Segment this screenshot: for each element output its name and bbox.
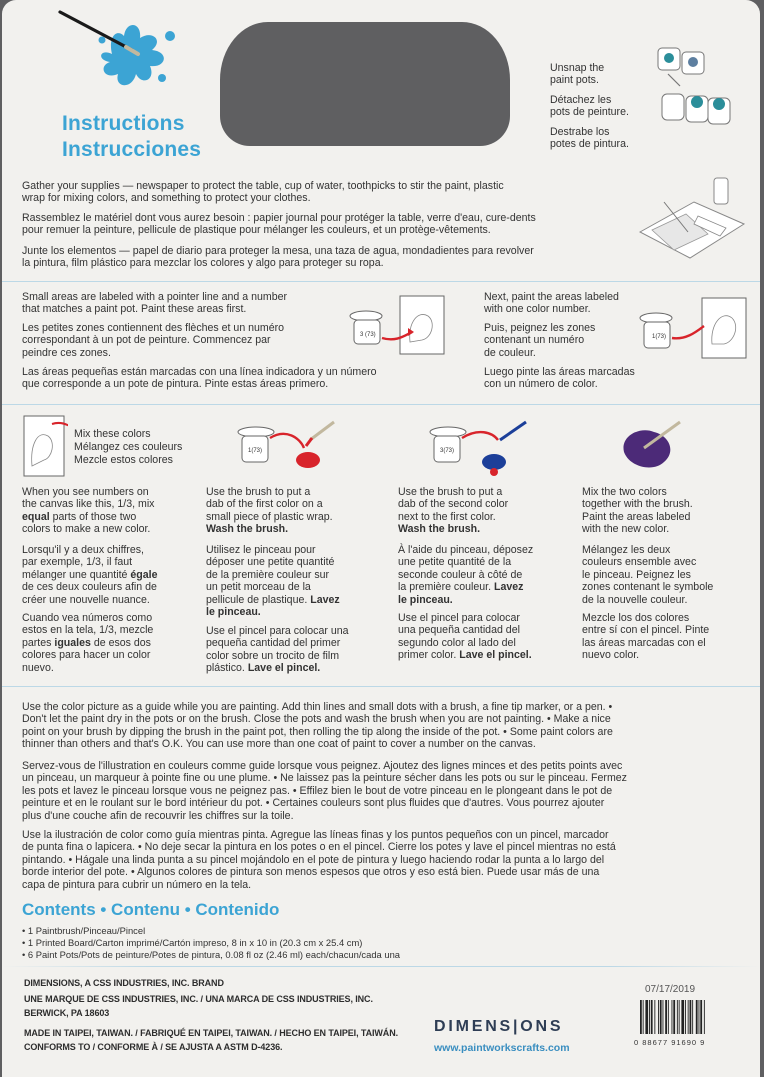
corp-line-4: MADE IN TAIPEI, TAIWAN. / FABRIQUÉ EN TAIPEI, TAIWAN. / HECHO EN TAIPEI, TAIWÁN. bbox=[24, 1028, 399, 1038]
upc-number: 0 88677 91690 9 bbox=[634, 1038, 706, 1047]
unsnap-spanish: Destrabe los potes de pintura. bbox=[550, 126, 629, 151]
step2-spanish: Use el pincel para colocar una pequeña cantidad del primer color sobre un trocito de film plástico. Lave el pincel. bbox=[206, 625, 349, 675]
heading-english: Instructions bbox=[62, 112, 185, 135]
supplies-icon bbox=[634, 172, 752, 268]
unsnap-french: Détachez les pots de peinture. bbox=[550, 94, 629, 119]
divider-3 bbox=[2, 686, 760, 687]
next-areas-french: Puis, peignez les zones contenant un numéro de couleur. bbox=[484, 322, 596, 359]
paint-splat-icon bbox=[52, 6, 202, 102]
color-number-icon bbox=[632, 296, 752, 364]
hang-hole bbox=[220, 22, 510, 146]
corp-line-3: BERWICK, PA 18603 bbox=[24, 1008, 110, 1018]
step4-spanish: Mezcle los dos colores entre sí con el pincel. Pinte las áreas marcadas con el nuevo color. bbox=[582, 612, 710, 662]
small-areas-english: Small areas are labeled with a pointer line and a number that matches a paint pot. Paint these areas first. bbox=[22, 291, 287, 316]
svg-text:1(73): 1(73) bbox=[652, 334, 667, 340]
step1-spanish: Cuando vea números como estos en la tela, 1/3, mezcle partes iguales de esos dos colores para hacer un color nuevo. bbox=[22, 612, 154, 674]
step3-spanish: Use el pincel para colocar una pequeña cantidad del segundo color al lado del primer color. Lave el pincel. bbox=[398, 612, 532, 662]
divider-4 bbox=[2, 966, 760, 967]
mix-label-english: Mix these colors bbox=[74, 428, 151, 440]
small-areas-french: Les petites zones contiennent des flèches et un numéro correspondant à un pot de peinture. Commencez par peindre ces zones. bbox=[22, 322, 285, 359]
mixed-color-icon bbox=[614, 418, 684, 476]
mix-label-french: Mélangez ces couleurs bbox=[74, 441, 183, 453]
svg-text:1(73): 1(73) bbox=[248, 448, 263, 454]
gather-english: Gather your supplies — newspaper to protect the table, cup of water, toothpicks to stir the paint, plastic wrap for mixing colors, and something to protect your clothes. bbox=[22, 180, 504, 205]
divider-2 bbox=[2, 404, 760, 405]
heading-spanish: Instrucciones bbox=[62, 138, 202, 161]
pot-number-label: 3 (73) bbox=[360, 332, 376, 338]
barcode-icon bbox=[638, 1000, 734, 1038]
svg-text:3(73): 3(73) bbox=[440, 448, 455, 454]
corp-line-2: UNE MARQUE DE CSS INDUSTRIES, INC. / UNA MARCA DE CSS INDUSTRIES, INC. bbox=[24, 994, 373, 1004]
step3-french: À l'aide du pinceau, déposez une petite quantité de la seconde couleur à côté de la première couleur. Lavez le pinceau. bbox=[398, 544, 534, 606]
contents-item-1: • 1 Paintbrush/Pinceau/Pincel bbox=[22, 925, 146, 936]
step2-french: Utilisez le pinceau pour déposer une petite quantité de la première couleur sur un petit morceau de la pellicule de plastique. Lavez le pinceau. bbox=[206, 544, 340, 619]
gather-spanish: Junte los elementos — papel de diario para proteger la mesa, una taza de agua, mondadientes para revolver la pintura, film plástico para mezclar los colores y algo para proteger su ropa. bbox=[22, 245, 534, 270]
corp-line-1: DIMENSIONS, A CSS INDUSTRIES, INC. BRAND bbox=[24, 978, 224, 988]
step4-french: Mélangez les deux couleurs ensemble avec le pinceau. Peignez les zones contenant le symbole de la nouvelle couleur. bbox=[582, 544, 714, 606]
step1-english: When you see numbers on the canvas like this, 1/3, mix equal parts of those two colors to make a new color. bbox=[22, 486, 155, 536]
website-link[interactable]: www.paintworkscrafts.com bbox=[434, 1042, 570, 1054]
next-areas-spanish: Luego pinte las áreas marcadas con un número de color. bbox=[484, 366, 635, 391]
step2-english: Use the brush to put a dab of the first color on a small piece of plastic wrap. Wash the brush. bbox=[206, 486, 333, 536]
contents-item-2: • 1 Printed Board/Carton imprimé/Cartón impreso, 8 in x 10 in (20.3 cm x 25.4 cm) bbox=[22, 937, 363, 948]
pointer-pot-icon bbox=[346, 292, 450, 364]
gather-french: Rassemblez le matériel dont vous aurez besoin : papier journal pour protéger la table, verre d'eau, cure-dents pour remuer la peinture, pellicule de plastique pour mélanger les couleurs, et un protège-vêtements. bbox=[22, 212, 536, 237]
brand-logo: DIMENS|ONS bbox=[434, 1018, 564, 1035]
guide-spanish: Use la ilustración de color como guía mientras pinta. Agregue las líneas finas y los puntos pequeños con un pincel, marcador de punta fina o lapicera. • No deje secar la pintura en los potes o en el pincel. Cierre los potes y lave el pincel mientras no está pintando. • Hágale una linda punta a su pincel mojándolo en el pote de pintura y luego haciendo rodar la punta a lo largo del borde interior del pote. • Algunos colores de pintura son menos espesos que otros y eso está bien. Puede usar más de una capa de pintura para cubrir un número en la tela. bbox=[22, 829, 616, 891]
step1-french: Lorsqu'il y a deux chiffres, par exemple, 1/3, il faut mélanger une quantité égale de ces deux couleurs afin de créer une nouvelle nuance. bbox=[22, 544, 158, 606]
step4-english: Mix the two colors together with the brush. Paint the areas labeled with the new color. bbox=[582, 486, 693, 536]
mix-label-spanish: Mezcle estos colores bbox=[74, 454, 173, 466]
first-color-dab-icon bbox=[230, 418, 340, 476]
next-areas-english: Next, paint the areas labeled with one color number. bbox=[484, 291, 619, 316]
contents-heading: Contents • Contenu • Contenido bbox=[22, 900, 280, 919]
small-areas-spanish: Las áreas pequeñas están marcadas con una línea indicadora y un número que corresponde a un pote de pintura. Pinte estas áreas primero. bbox=[22, 366, 377, 391]
guide-french: Servez-vous de l'illustration en couleurs comme guide lorsque vous peignez. Ajoutez des lignes minces et des petits points avec un pinceau, un marqueur à pointe fine ou une plume. • Ne laissez pas la peinture sécher dans les pots ou sur le pinceau. Fermez les pots et lavez le pinceau lorsque vous ne peignez pas. • Effilez bien le bout de votre pinceau en le plongeant dans le pot de peinture et en le roulant sur le bord intérieur du pot. • Certaines couleurs sont plus fluides que d'autres. Vous pourrez ajouter plus d'une couche afin de recouvrir les chiffres sur la toile. bbox=[22, 760, 627, 822]
guide-english: Use the color picture as a guide while you are painting. Add thin lines and small dots with a brush, a fine tip marker, or a pen. • Don't let the paint dry in the pots or on the brush. Close the pots and wash the brush when you are not painting. • Make a nice point on your brush by dipping the brush in the paint pot, then rolling the tip along the inside of the pot. • Some paint colors are thinner than others and that's O.K. You can use more than one coat of paint to cover a number on the canvas. bbox=[22, 701, 613, 751]
print-date: 07/17/2019 bbox=[645, 984, 696, 995]
canvas-mix-icon bbox=[22, 414, 68, 480]
divider-1 bbox=[2, 281, 760, 282]
unsnap-english: Unsnap the paint pots. bbox=[550, 62, 605, 87]
second-color-dab-icon bbox=[422, 418, 532, 476]
paint-pots-icon bbox=[652, 38, 748, 142]
corp-line-5: CONFORMS TO / CONFORME À / SE AJUSTA A ASTM D-4236. bbox=[24, 1042, 283, 1052]
instruction-card bbox=[2, 0, 760, 1077]
step3-english: Use the brush to put a dab of the second color next to the first color. Wash the brush. bbox=[398, 486, 509, 536]
contents-item-3: • 6 Paint Pots/Pots de peinture/Potes de pintura, 0.08 fl oz (2.46 ml) each/chacun/cada una bbox=[22, 949, 400, 960]
